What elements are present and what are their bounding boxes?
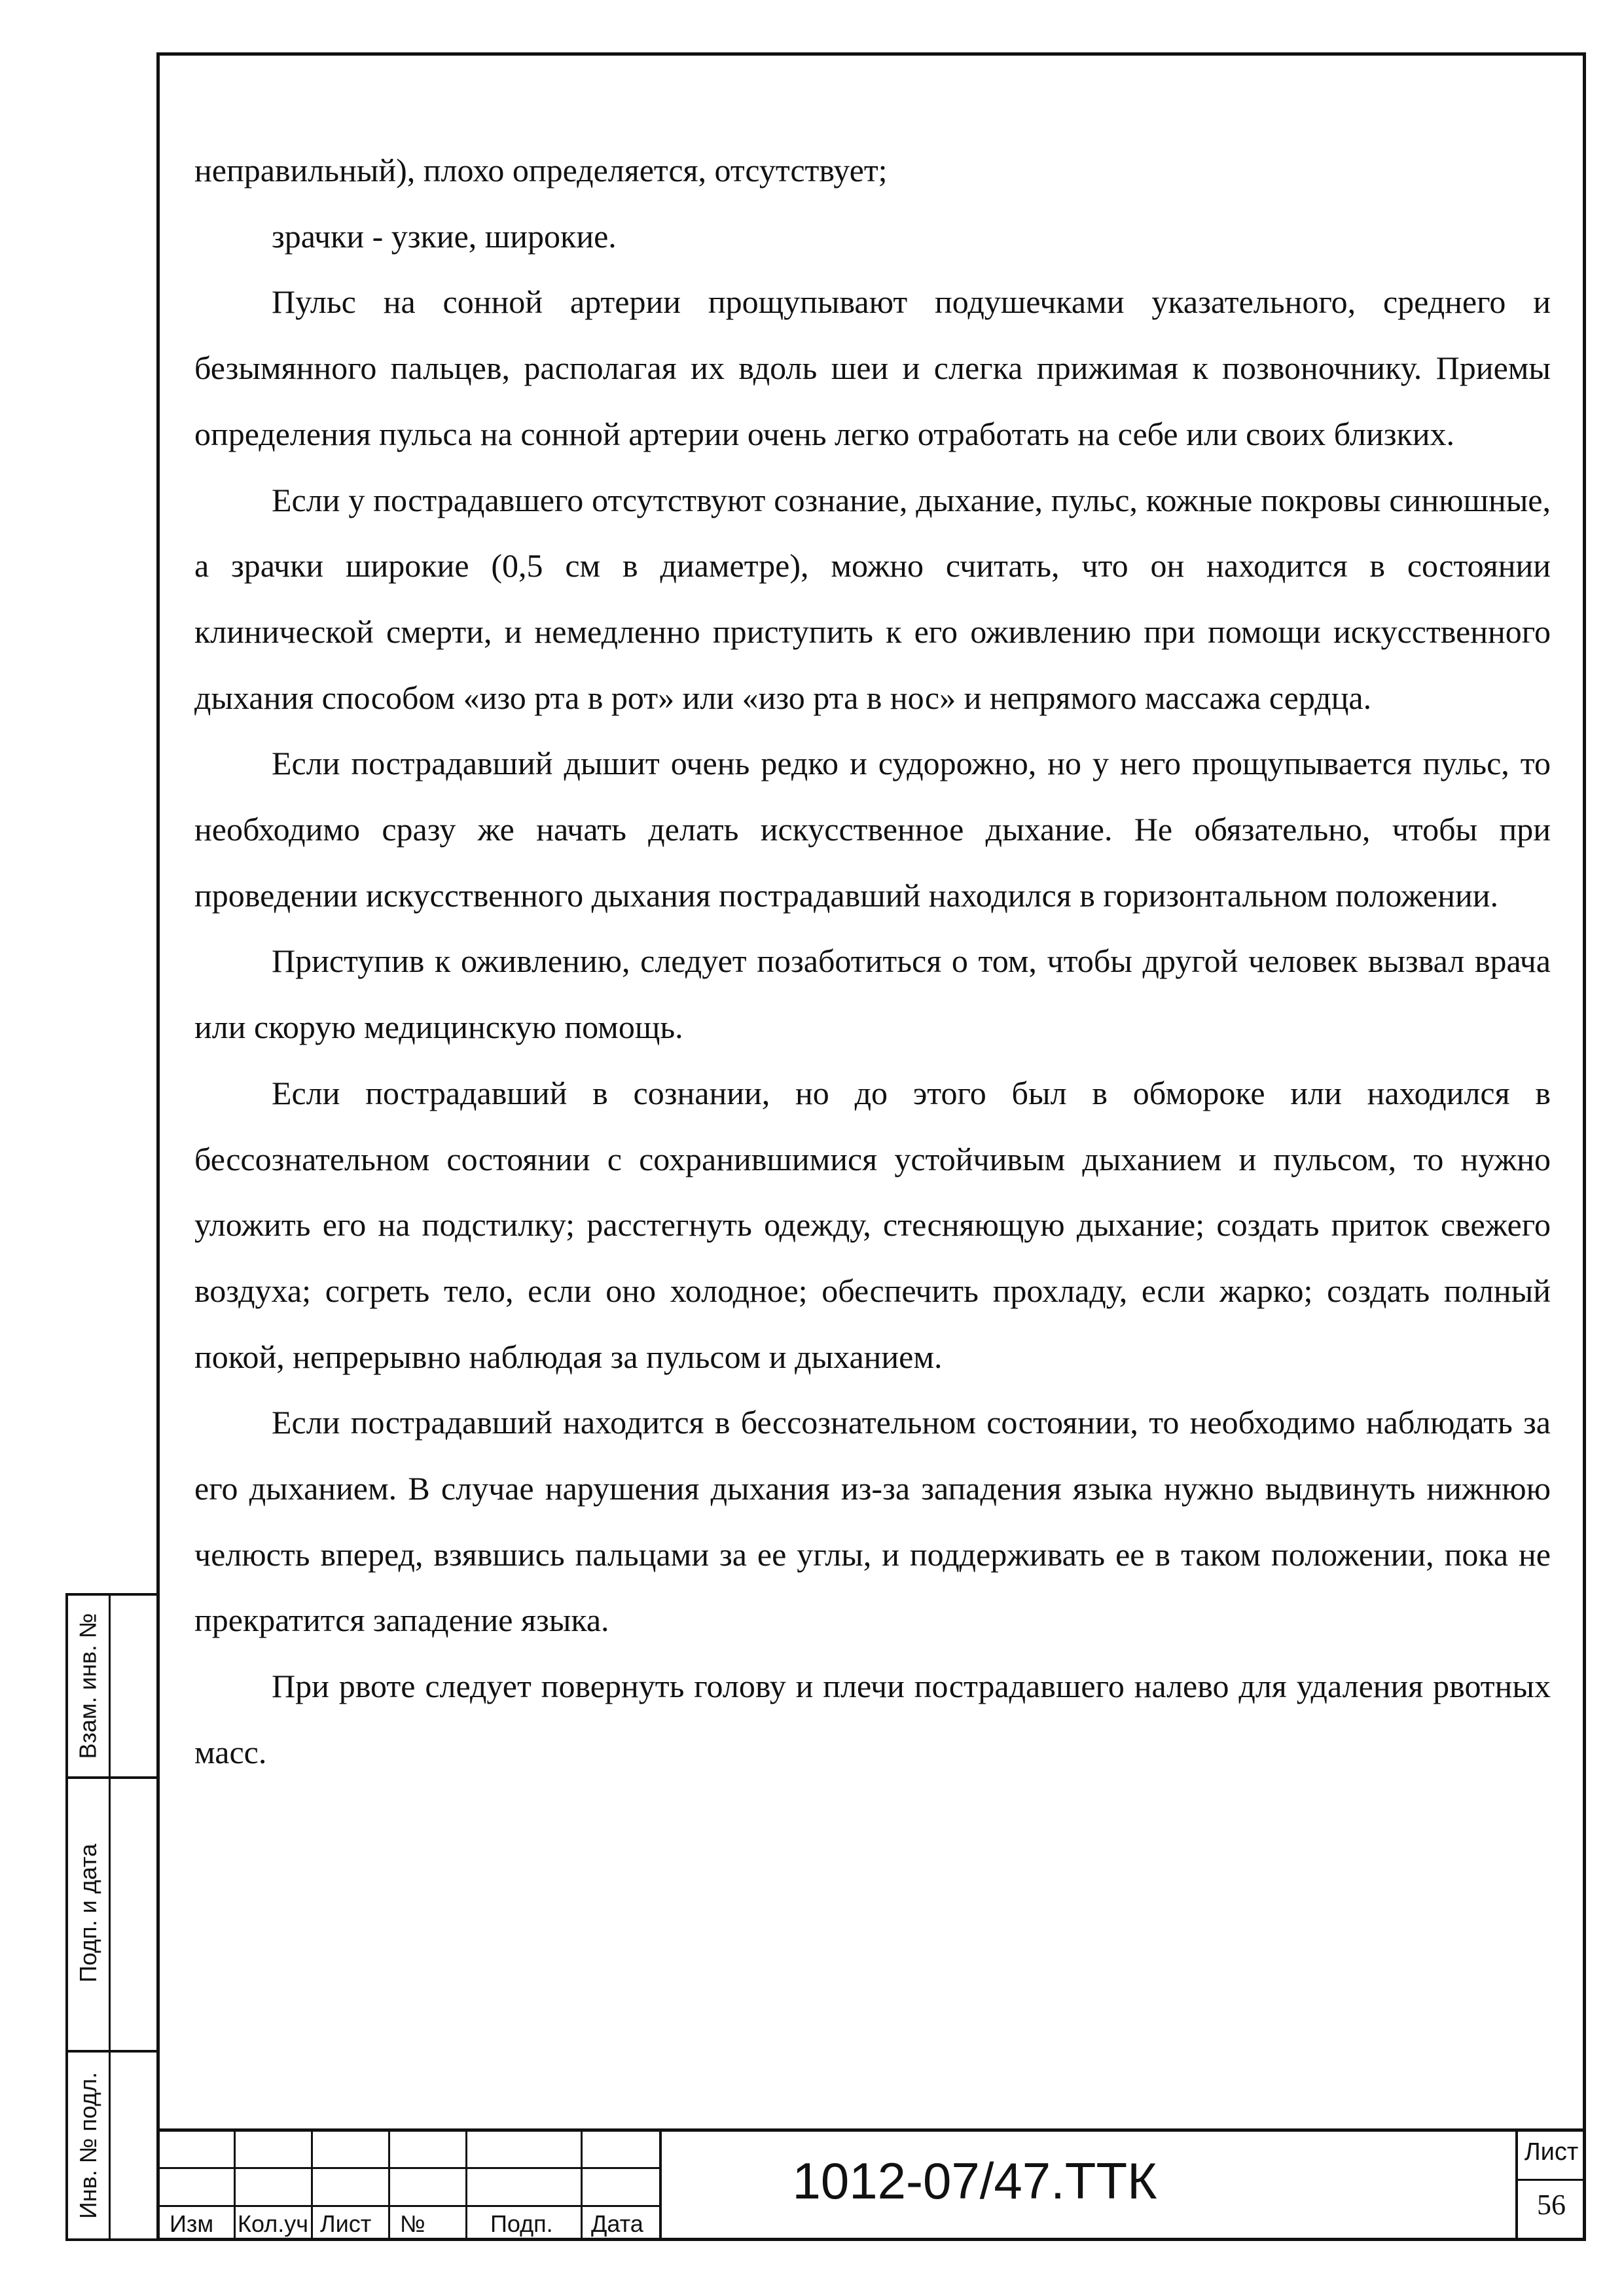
paragraph: Если пострадавший находится в бессознательном состоянии, то необходимо наблюдать за его дыханием. В случае нарушения дыхания из-за западения языка нужно выдвинуть нижнюю челюсть вперед, взявшись пальцами за ее углы, и поддерживать ее в таком положении, пока не прекратится западение языка. bbox=[194, 1404, 1551, 1639]
side-label-replacement-inv: Взам. инв. № bbox=[75, 1613, 101, 1759]
tb-col-line bbox=[581, 2132, 583, 2241]
paragraph: неправильный), плохо определяется, отсутствует; bbox=[194, 152, 888, 188]
side-label-sign-date: Подп. и дата bbox=[75, 1843, 101, 1983]
paragraph: При рвоте следует повернуть голову и плечи пострадавшего налево для удаления рвотных масс. bbox=[194, 1668, 1551, 1770]
tb-col-line bbox=[311, 2132, 313, 2241]
paragraph: Пульс на сонной артерии прощупывают подушечками указательного, среднего и безымянного пальцев, располагая их вдоль шеи и слегка прижимая к позвоночнику. Приемы определения пульса на сонной артерии очень легко отработать на себе или своих близких. bbox=[194, 283, 1551, 452]
column-label-date: Дата bbox=[591, 2210, 643, 2237]
column-label-change: Изм bbox=[170, 2210, 214, 2237]
side-stamp bbox=[65, 1593, 156, 2241]
column-label-sheet: Лист bbox=[320, 2210, 372, 2237]
side-label-original-inv: Инв. № подл. bbox=[75, 2072, 101, 2219]
tb-col-line bbox=[659, 2132, 662, 2241]
paragraph: Если пострадавший дышит очень редко и судорожно, но у него прощупывается пульс, то необходимо сразу же начать делать искусственное дыхание. Не обязательно, чтобы при проведении искусственного дыхания пострадавший находился в горизонтальном положении. bbox=[194, 745, 1551, 914]
tb-row-line bbox=[156, 2205, 659, 2207]
column-label-count: Кол.уч bbox=[238, 2210, 308, 2237]
tb-row-line bbox=[1515, 2179, 1586, 2181]
body-text bbox=[194, 137, 1551, 1785]
tb-col-line bbox=[234, 2132, 236, 2241]
column-label-number: № bbox=[400, 2210, 425, 2237]
title-block bbox=[156, 2128, 1586, 2241]
paragraph: Приступив к оживлению, следует позаботиться о том, чтобы другой человек вызвал врача или скорую медицинскую помощь. bbox=[194, 942, 1551, 1046]
tb-col-line bbox=[465, 2132, 467, 2241]
paragraph: зрачки - узкие, широкие. bbox=[272, 217, 617, 255]
paragraph: Если пострадавший в сознании, но до этого был в обмороке или находился в бессознательном состоянии с сохранившимися устойчивым дыханием и пульсом, то нужно уложить его на подстилку; расстегнуть одежду, стесняющую дыхание; создать приток свежего воздуха; согреть тело, если оно холодное; обеспечить прохладу, если жарко; создать полный покой, непрерывно наблюдая за пульсом и дыханием. bbox=[194, 1074, 1551, 1375]
tb-row-line bbox=[156, 2167, 659, 2169]
document-code: 1012-07/47.ТТК bbox=[792, 2152, 1157, 2210]
column-label-signature: Подп. bbox=[490, 2210, 553, 2237]
tb-col-line bbox=[388, 2132, 390, 2241]
sheet-label: Лист bbox=[1524, 2138, 1579, 2166]
side-stamp-divider bbox=[109, 1596, 111, 2238]
sheet-number: 56 bbox=[1537, 2189, 1566, 2221]
paragraph: Если у пострадавшего отсутствуют сознание, дыхание, пульс, кожные покровы синюшные, а зрачки широкие (0,5 см в диаметре), можно считать, что он находится в состоянии клинической смерти, и немедленно приступить к его оживлению при помощи искусственного дыхания способом «изо рта в рот» или «изо рта в нос» и непрямого массажа сердца. bbox=[194, 481, 1551, 716]
